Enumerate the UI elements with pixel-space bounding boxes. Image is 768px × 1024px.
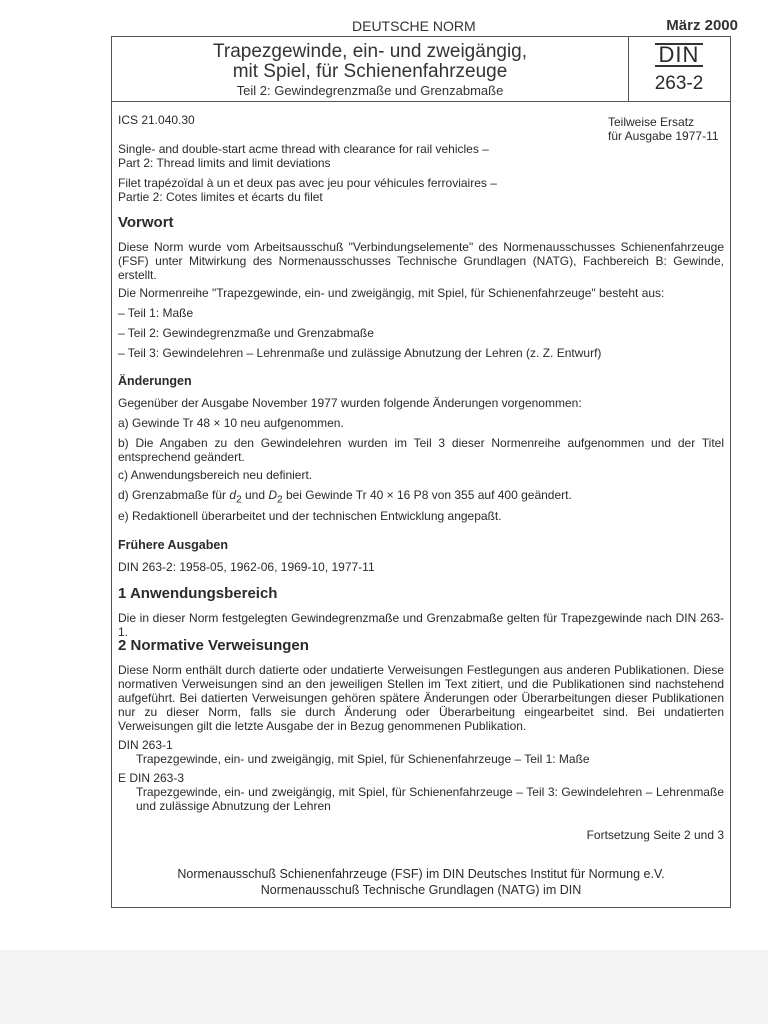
subscript: 2 [277,494,283,506]
vorwort-paragraph-2: Die Normenreihe "Trapezgewinde, ein- und zweigängig, mit Spiel, für Schienenfahrzeuge" besteht aus: [118,286,665,300]
title-line-2: mit Spiel, für Schienenfahrzeuge [232,61,508,82]
variable-D: D [268,488,278,502]
standard-label: DEUTSCHE NORM [352,18,476,34]
change-item-d-suffix: bei Gewinde Tr 40 × 16 P8 von 355 auf 400 geändert. [285,488,572,502]
continuation-note: Fortsetzung Seite 2 und 3 [586,828,724,842]
title-area [112,37,629,101]
reference-2-id: E DIN 263-3 [118,771,185,785]
title-line-1: Trapezgewinde, ein- und zweigängig, [212,41,528,62]
french-title [118,176,618,204]
footer-line-2: Normenausschuß Technische Grundlagen (NATG) im DIN [260,883,582,897]
english-title [118,142,618,170]
french-title-line-1: Filet trapézoïdal à un et deux pas avec jeu pour véhicules ferroviaires – [118,176,497,190]
footer [111,866,731,898]
vorwort-paragraph-1: Diese Norm wurde vom Arbeitsausschuß "Verbindungselemente" des Normenausschusses Schienenfahrzeuge (FSF) unter Mitwirkung des Normenausschusses Technische Grundlagen (NATG), Fachbereich B: Gewinde, erstellt. [118,240,724,282]
change-item-d-prefix: d) Grenzabmaße für [118,488,227,502]
issue-date: März 2000 [666,17,738,34]
change-item-d-mid: und [244,488,266,502]
din-area [628,37,730,101]
din-logo: DIN [655,43,704,67]
change-item-b: b) Die Angaben zu den Gewindelehren wurden im Teil 3 dieser Normenreihe aufgenommen und der Titel entsprechend geändert. [118,436,724,464]
aenderungen-heading: Änderungen [118,374,192,388]
variable-d: d [229,488,237,502]
reference-1-title: Trapezgewinde, ein- und zweigängig, mit Spiel, für Schienenfahrzeuge – Teil 1: Maße [136,752,590,766]
fruehere-text: DIN 263-2: 1958-05, 1962-06, 1969-10, 1977-11 [118,560,375,574]
title-box [111,36,731,102]
part-list-item: – Teil 2: Gewindegrenzmaße und Grenzabmaße [118,326,374,340]
section-1-text: Die in dieser Norm festgelegten Gewindegrenzmaße und Grenzabmaße gelten für Trapezgewinde nach DIN 263-1. [118,611,724,639]
french-title-line-2: Partie 2: Cotes limites et écarts du filet [118,190,323,204]
part-list-item: – Teil 1: Maße [118,306,194,320]
reference-1-id: DIN 263-1 [118,738,173,752]
change-item-c: c) Anwendungsbereich neu definiert. [118,468,313,482]
change-item-a: a) Gewinde Tr 48 × 10 neu aufgenommen. [118,416,344,430]
subtitle: Teil 2: Gewindegrenzmaße und Grenzabmaße [236,83,504,98]
fruehere-heading: Frühere Ausgaben [118,538,228,552]
aenderungen-intro: Gegenüber der Ausgabe November 1977 wurden folgende Änderungen vorgenommen: [118,396,582,410]
section-2-text: Diese Norm enthält durch datierte oder undatierte Verweisungen Festlegungen aus anderen Publikationen. Diese normativen Verweisungen sind an den jeweiligen Stellen im Text zitiert, und die Publikationen sind nachstehend aufgeführt. Bei datierten Verweisungen gehören spätere Änderungen oder Überarbeitungen dieser Publikationen nur zu dieser Norm, falls sie durch Änderung oder Überarbeitung eingearbeitet sind. Bei undatierten Verweisungen gilt die letzte Ausgabe der in Bezug genommenen Publikation. [118,663,724,733]
replacement-line-2: für Ausgabe 1977-11 [608,129,719,143]
replacement-line-1: Teilweise Ersatz [608,115,695,129]
part-list-item: – Teil 3: Gewindelehren – Lehrenmaße und zulässige Abnutzung der Lehren (z. Z. Entwurf) [118,346,602,360]
reference-2-title: Trapezgewinde, ein- und zweigängig, mit Spiel, für Schienenfahrzeuge – Teil 3: Gewindelehren – Lehrenmaße und zulässige Abnutzung der Lehren [136,785,724,813]
section-2-heading: 2 Normative Verweisungen [118,637,309,654]
change-item-e: e) Redaktionell überarbeitet und der technischen Entwicklung angepaßt. [118,509,502,523]
english-title-line-1: Single- and double-start acme thread with clearance for rail vehicles – [118,142,489,156]
vorwort-heading: Vorwort [118,214,174,231]
ics-code: ICS 21.040.30 [118,113,195,127]
english-title-line-2: Part 2: Thread limits and limit deviations [118,156,331,170]
replacement-note [608,115,724,143]
din-number: 263-2 [654,73,704,94]
footer-line-1: Normenausschuß Schienenfahrzeuge (FSF) im DIN Deutsches Institut für Normung e.V. [177,867,665,881]
subscript: 2 [236,494,242,506]
section-1-heading: 1 Anwendungsbereich [118,585,278,602]
change-item-d [118,488,724,507]
